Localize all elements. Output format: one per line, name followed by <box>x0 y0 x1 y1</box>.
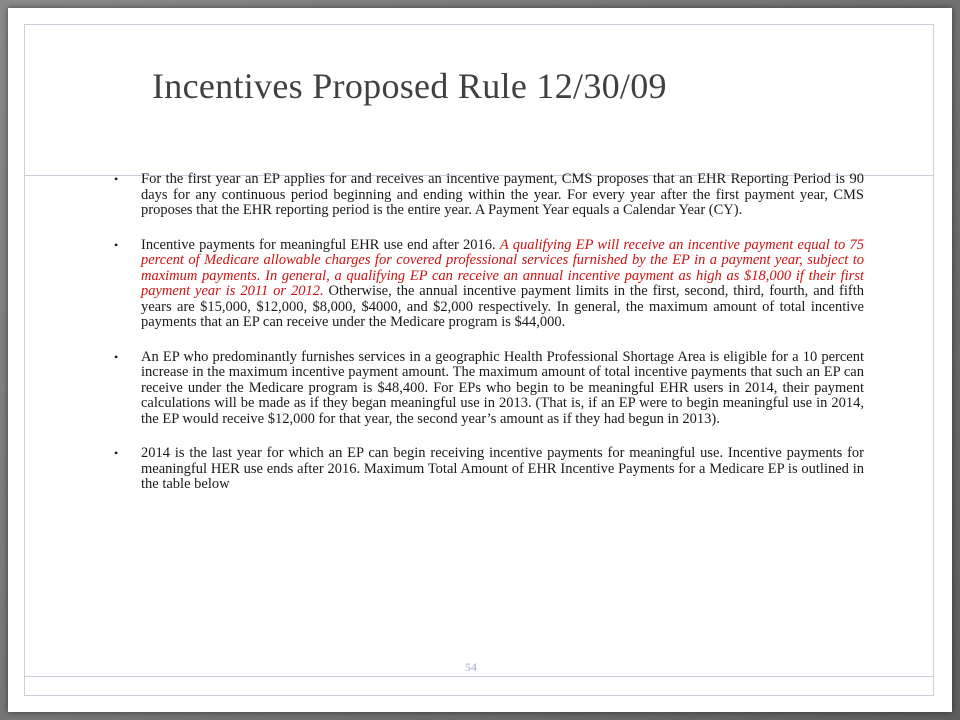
bullet-text: For the first year an EP applies for and receives an incentive payment, CMS proposes that an EHR Reporting Period is 90 days for any continuous period beginning and ending within the year. For every year after the first payment year, CMS proposes that the EHR reporting period is the entire year. A Payment Year equals a Calendar Year (CY). <box>141 171 864 218</box>
bullet-item <box>104 238 864 331</box>
bullet-text: Incentive payments for meaningful EHR use end after 2016. <box>141 236 500 253</box>
bullet-marker: • <box>114 172 119 186</box>
slide-title: Incentives Proposed Rule 12/30/09 <box>152 66 667 106</box>
bullet-item <box>104 350 864 428</box>
page-number: 54 <box>456 660 486 675</box>
slide <box>8 8 952 712</box>
bullet-marker: • <box>114 349 119 364</box>
bullet-item <box>104 172 864 219</box>
bullet-text: An EP who predominantly furnishes services in a geographic Health Professional Shortage Area is eligible for a 10 percent increase in the maximum incentive payment amount. The maximum amount of total incentive payments that such an EP can receive under the Medicare program is $48,400. For EPs who begin to be meaningful EHR users in 2014, their payment calculations will be made as if they began meaningful use in 2013. (That is, if an EP were to begin meaningful use in 2014, the EP would receive $12,000 for that year, the second year’s amount as if they had begun in 2013). <box>141 348 864 427</box>
bullet-marker: • <box>114 237 119 252</box>
bullet-emphasis-text: A qualifying EP will receive an incentive payment equal to 75 percent of Medicare allowable charges for covered professional services furnished by the EP in a payment year, subject to maximum payments. In general, a qualifying EP can receive an annual incentive payment as high as $18,000 if their first payment year is 2011 or 2012. <box>141 236 864 299</box>
bullet-text-continued: Otherwise, the annual incentive payment limits in the first, second, third, fourth, and fifth years are $15,000, $12,000, $8,000, $4000, and $2,000 respectively. In general, the maximum amount of total incentive payments that an EP can receive under the Medicare program is $44,000. <box>141 283 865 330</box>
bullet-item <box>104 446 864 493</box>
footer-rule <box>25 676 933 677</box>
bullet-list <box>104 172 864 512</box>
bullet-marker: • <box>114 446 119 460</box>
bullet-text: 2014 is the last year for which an EP can begin receiving incentive payments for meaningful use. Incentive payments for meaningful HER use ends after 2016. Maximum Total Amount of EHR Incentive Payments for a Medicare EP is outlined in the table below <box>141 445 864 492</box>
